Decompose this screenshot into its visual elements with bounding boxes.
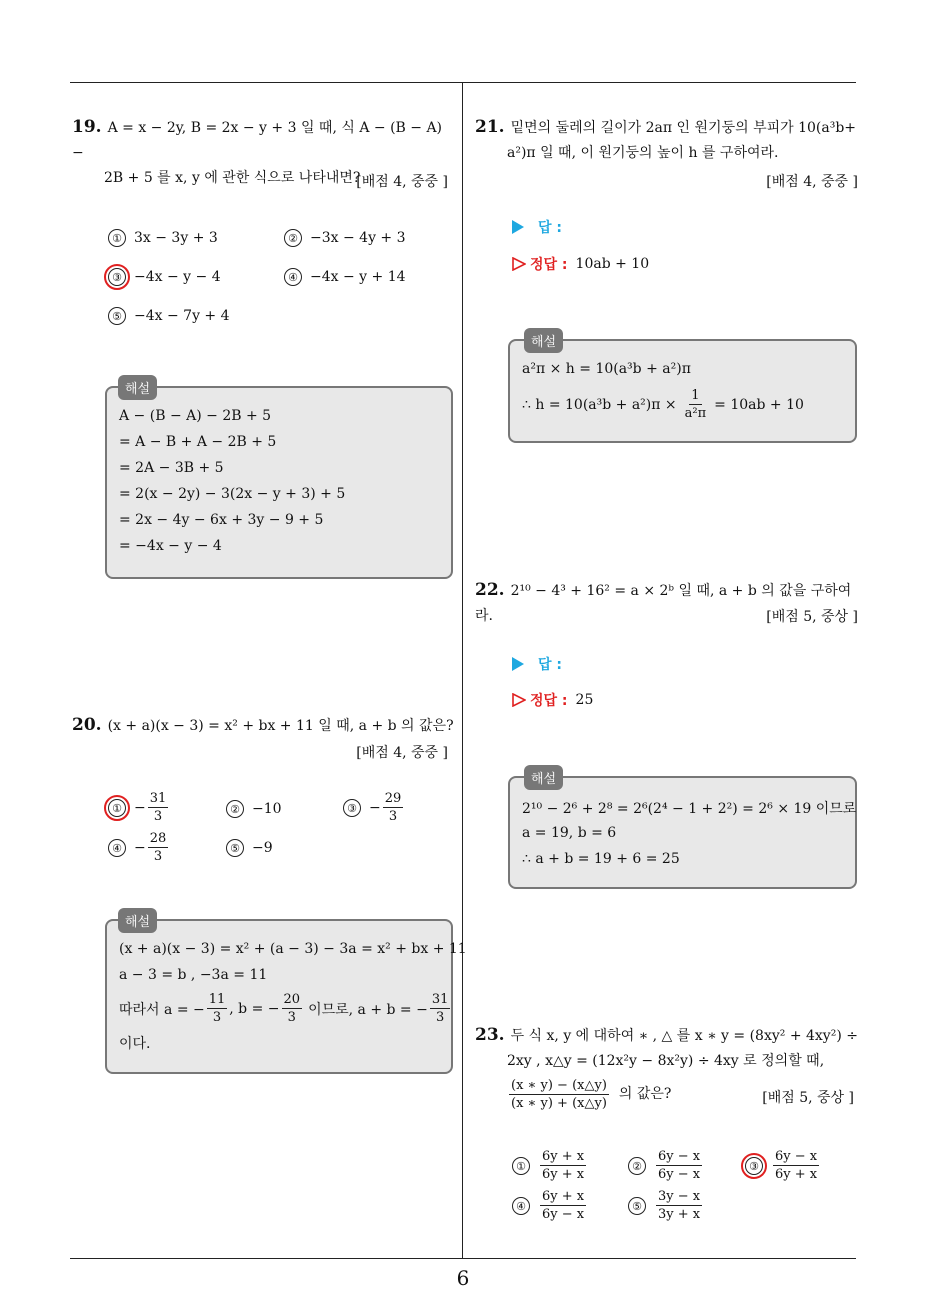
correct-value: 25: [575, 692, 594, 708]
solution-line: 이다.: [119, 1036, 151, 1052]
fraction: [540, 1188, 586, 1223]
numerator: 3y − x: [658, 1189, 701, 1204]
solution-text: 이므로, a + b = −: [308, 1001, 428, 1018]
question-text-line1: 두 식 x, y 에 대하여 ∗ , △ 를 x ∗ y = (8xy² + 4xy²) ÷: [510, 1028, 858, 1044]
q20-choice-5[interactable]: [226, 839, 273, 857]
numerator: 1: [691, 388, 700, 403]
page-number: 6: [456, 1266, 470, 1290]
question-21-score: [배점 4, 중중 ]: [766, 174, 858, 190]
top-rule: [70, 82, 856, 83]
q21-answer-field[interactable]: [512, 217, 562, 237]
solution-line: (x + a)(x − 3) = x² + (a − 3) − 3a = x² + bx + 11: [119, 941, 467, 957]
fraction: [207, 991, 228, 1026]
choice-number: ④: [108, 839, 126, 857]
choice-number: ④: [512, 1197, 530, 1215]
solution-text: = 10ab + 10: [714, 396, 804, 413]
fraction: [509, 1077, 609, 1112]
numerator: 31: [149, 791, 167, 806]
denominator: 3: [153, 849, 163, 864]
solution-tag: 해설: [118, 908, 157, 933]
choice-sign: −: [134, 799, 146, 816]
hollow-arrow-icon: [512, 257, 526, 271]
denominator: 6y + x: [775, 1167, 818, 1182]
fraction: [540, 1148, 586, 1183]
question-23: [475, 1023, 865, 1074]
choice-number: ②: [284, 229, 302, 247]
q22-correct-answer: [512, 690, 593, 710]
question-number: 20.: [72, 715, 102, 735]
q23-choice-4[interactable]: [512, 1188, 588, 1223]
denominator: 3: [212, 1010, 222, 1025]
bottom-rule: [70, 1258, 856, 1259]
choice-sign: −: [369, 799, 381, 816]
solution-line: ∴ a + b = 19 + 6 = 25: [522, 851, 680, 867]
solution-tag: 해설: [524, 328, 563, 353]
correct-value: 10ab + 10: [575, 256, 650, 272]
denominator: 6y − x: [658, 1167, 701, 1182]
arrow-icon: [512, 220, 524, 234]
numerator: 31: [431, 992, 449, 1007]
q19-choice-2[interactable]: [284, 229, 406, 247]
choice-number: ②: [226, 800, 244, 818]
denominator: (x ∗ y) + (x△y): [511, 1096, 607, 1111]
q22-answer-field[interactable]: [512, 654, 562, 674]
fraction: [656, 1188, 702, 1223]
solution-line: = −4x − y − 4: [119, 538, 222, 554]
fraction: [383, 790, 404, 825]
fraction: [773, 1148, 819, 1183]
question-number: 21.: [475, 117, 505, 137]
q20-choice-2[interactable]: [226, 800, 282, 818]
question-text-line1: (x + a)(x − 3) = x² + bx + 11 일 때, a + b 의 값은?: [107, 718, 454, 734]
q22-solution-box: [508, 776, 857, 889]
choice-number: ③: [343, 799, 361, 817]
q23-choice-5[interactable]: [628, 1188, 704, 1223]
choice-text: −10: [252, 801, 282, 817]
choice-text: 3x − 3y + 3: [134, 230, 218, 246]
denominator: 3: [153, 809, 163, 824]
choice-text: −9: [252, 840, 273, 856]
correct-label: 정답 :: [530, 257, 568, 273]
choice-text: −4x − y + 14: [310, 269, 406, 285]
choice-number: ⑤: [226, 839, 244, 857]
numerator: 6y + x: [542, 1189, 585, 1204]
numerator: 6y − x: [658, 1149, 701, 1164]
question-21: [475, 115, 865, 166]
question-number: 19.: [72, 117, 102, 137]
question-text-line2: a²)π 일 때, 이 원기둥의 높이 h 를 구하여라.: [507, 145, 779, 161]
q19-choice-5[interactable]: [108, 307, 230, 325]
q20-choice-3[interactable]: [343, 790, 405, 825]
q19-choice-4[interactable]: [284, 268, 406, 286]
q21-correct-answer: [512, 254, 649, 274]
q20-choice-1[interactable]: [108, 790, 170, 825]
answer-circle-mark: ③: [108, 268, 126, 286]
numerator: 6y + x: [542, 1149, 585, 1164]
solution-line: a²π × h = 10(a³b + a²)π: [522, 361, 691, 377]
question-text-line2: 2B + 5 를 x, y 에 관한 식으로 나타내면?: [104, 170, 361, 186]
column-divider: [462, 83, 463, 1258]
question-text-line1: 밑면의 둘레의 길이가 2aπ 인 원기둥의 부피가 10(a³b+: [510, 120, 857, 136]
choice-number: ⑤: [628, 1197, 646, 1215]
correct-label: 정답 :: [530, 693, 568, 709]
denominator: 6y + x: [542, 1167, 585, 1182]
answer-circle-mark: ③: [745, 1157, 763, 1175]
question-23-line3: [507, 1077, 671, 1112]
q21-solution-box: [508, 339, 857, 443]
denominator: 3: [435, 1010, 445, 1025]
fraction: [282, 991, 303, 1026]
solution-text: 따라서 a = −: [119, 1001, 205, 1018]
choice-number: ⑤: [108, 307, 126, 325]
question-23-score: [배점 5, 중상 ]: [762, 1090, 854, 1106]
question-text-line2: 2xy , x△y = (12x²y − 8x²y) ÷ 4xy 로 정의할 때,: [507, 1053, 825, 1069]
fraction: [430, 991, 451, 1026]
q23-choice-3[interactable]: [745, 1148, 821, 1183]
fraction: [148, 830, 169, 865]
q20-choice-4[interactable]: [108, 830, 170, 865]
question-number: 23.: [475, 1025, 505, 1045]
choice-text: −3x − 4y + 3: [310, 230, 406, 246]
fraction: [656, 1148, 702, 1183]
denominator: 3y + x: [658, 1207, 701, 1222]
choice-number: ①: [512, 1157, 530, 1175]
question-22-score: [배점 5, 중상 ]: [766, 609, 858, 625]
question-19-score: [배점 4, 중중 ]: [356, 174, 448, 190]
choice-sign: −: [134, 839, 146, 856]
solution-text: , b = −: [229, 1000, 280, 1017]
q19-choice-1[interactable]: [108, 229, 218, 247]
numerator: 11: [208, 992, 226, 1007]
question-number: 22.: [475, 580, 505, 600]
question-20: [72, 713, 457, 739]
answer-label: 답 :: [538, 220, 562, 236]
numerator: 6y − x: [775, 1149, 818, 1164]
numerator: 20: [283, 992, 301, 1007]
fraction: [683, 387, 709, 422]
choice-number: ②: [628, 1157, 646, 1175]
q20-solution-box: [105, 919, 467, 1074]
answer-label: 답 :: [538, 657, 562, 673]
solution-line: = A − B + A − 2B + 5: [119, 434, 277, 450]
q23-choice-1[interactable]: [512, 1148, 588, 1183]
solution-line: a = 19, b = 6: [522, 825, 617, 841]
numerator: 29: [384, 791, 402, 806]
solution-line: A − (B − A) − 2B + 5: [119, 408, 272, 424]
choice-text: −4x − 7y + 4: [134, 308, 230, 324]
solution-tag: 해설: [118, 375, 157, 400]
hollow-arrow-icon: [512, 693, 526, 707]
solution-text: ∴ h = 10(a³b + a²)π ×: [522, 396, 677, 413]
solution-line: = 2(x − 2y) − 3(2x − y + 3) + 5: [119, 486, 346, 502]
q19-solution-box: [105, 386, 453, 579]
solution-line: 2¹⁰ − 2⁶ + 2⁸ = 2⁶(2⁴ − 1 + 2²) = 2⁶ × 19 이므로: [522, 801, 857, 817]
denominator: a²π: [684, 406, 707, 421]
solution-tag: 해설: [524, 765, 563, 790]
question-text: 의 값은?: [618, 1086, 672, 1102]
arrow-icon: [512, 657, 524, 671]
q19-choice-3[interactable]: [108, 268, 221, 286]
numerator: (x ∗ y) − (x△y): [511, 1078, 607, 1093]
fraction: [148, 790, 169, 825]
choice-number: ①: [108, 229, 126, 247]
choice-text: −4x − y − 4: [134, 269, 221, 285]
answer-circle-mark: ①: [108, 799, 126, 817]
choice-number: ④: [284, 268, 302, 286]
solution-line: a − 3 = b , −3a = 11: [119, 967, 268, 983]
denominator: 3: [287, 1010, 296, 1025]
denominator: 3: [388, 809, 398, 824]
question-text-line1: 2¹⁰ − 4³ + 16² = a × 2ᵇ 일 때, a + b 의 값을 구하여라.: [475, 583, 852, 624]
q23-choice-2[interactable]: [628, 1148, 704, 1183]
denominator: 6y − x: [542, 1207, 585, 1222]
question-20-score: [배점 4, 중중 ]: [356, 745, 448, 761]
solution-line: [522, 387, 804, 422]
question-text-line1: A = x − 2y, B = 2x − y + 3 일 때, 식 A − (B − A) −: [72, 120, 443, 161]
solution-line: = 2A − 3B + 5: [119, 460, 224, 476]
solution-line: = 2x − 4y − 6x + 3y − 9 + 5: [119, 512, 324, 528]
numerator: 28: [149, 831, 167, 846]
solution-line: [119, 991, 452, 1026]
